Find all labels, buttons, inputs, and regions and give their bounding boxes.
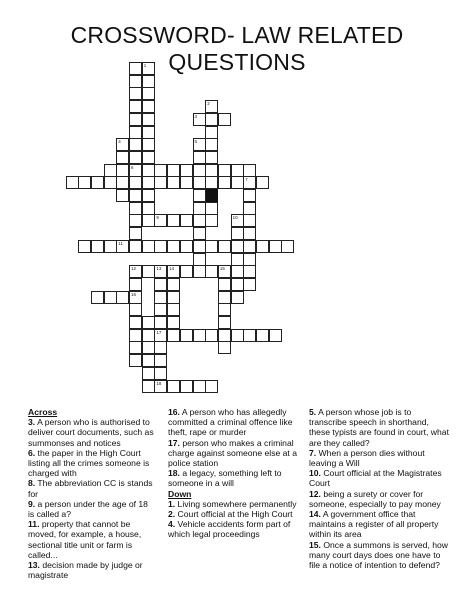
grid-cell[interactable] [129,189,142,202]
clue-item-text: Court official at the High Court [175,509,293,520]
grid-cell[interactable] [180,329,193,342]
clue-item-number: 1. [168,498,176,509]
grid-cell[interactable] [167,303,180,316]
grid-cell[interactable] [129,214,142,227]
grid-cell[interactable] [167,316,180,329]
clues-column-2 [168,407,303,540]
clue-number: 6 [131,164,134,170]
grid-cell[interactable] [180,164,193,177]
grid-cell[interactable] [193,240,206,253]
clue-number: 15 [219,266,225,272]
grid-cell[interactable] [66,176,79,189]
clue-number: 9 [156,215,159,221]
clue-item [168,509,303,519]
clue-item-text: The abbreviation CC is stands for [28,478,153,499]
grid-cell[interactable] [142,329,155,342]
grid-cell[interactable] [218,303,231,316]
clue-item-text: A person who is authorised to deliver court documents, such as summonses and notices [28,417,154,448]
clue-item [28,478,156,498]
grid-cell[interactable] [142,62,155,75]
grid-cell[interactable] [205,329,218,342]
grid-cell[interactable] [142,240,155,253]
clue-number: 17 [156,329,162,335]
grid-cell[interactable] [243,189,256,202]
clue-item-text: a legacy, something left to someone in a will [168,468,282,489]
grid-cell[interactable] [142,75,155,88]
clue-item-number: 16. [168,407,180,417]
grid-cell[interactable] [231,176,244,189]
grid-cell[interactable] [104,240,117,253]
clue-item-number: 5. [309,407,317,417]
grid-cell[interactable] [154,341,167,354]
grid-cell[interactable] [116,176,129,189]
grid-cell[interactable] [180,265,193,278]
clue-item-text: property that cannot be moved, for example, a house, sectional title unit or farm is called... [28,519,142,560]
grid-cell[interactable] [104,164,117,177]
grid-cell[interactable] [167,291,180,304]
clue-item [168,468,303,488]
clue-number: 10 [232,215,238,221]
grid-cell[interactable] [281,240,294,253]
grid-cell[interactable] [129,164,142,177]
grid-cell[interactable] [231,278,244,291]
grid-cell[interactable] [256,329,269,342]
grid-cell[interactable] [269,329,282,342]
grid-cell[interactable] [129,227,142,240]
grid-cell[interactable] [142,126,155,139]
clue-item-text: a person under the age of 18 is called a? [28,498,148,520]
grid-cell[interactable] [129,316,142,329]
grid-cell[interactable] [243,278,256,291]
grid-cell[interactable] [91,291,104,304]
grid-cell[interactable] [193,164,206,177]
grid-cell[interactable] [218,291,231,304]
grid-cell[interactable] [154,354,167,367]
clue-item [28,499,156,519]
clue-item-number: 8. [28,478,36,489]
clue-item-number: 9. [28,498,36,509]
grid-cell[interactable] [129,303,142,316]
clue-item-number: 2. [168,509,176,520]
grid-cell[interactable] [243,227,256,240]
clue-item [28,417,156,448]
grid-cell[interactable] [142,151,155,164]
clue-number: 11 [118,240,123,246]
clue-item-number: 6. [28,447,36,458]
grid-cell[interactable] [243,265,256,278]
grid-cell[interactable] [129,126,142,139]
grid-cell[interactable] [167,240,180,253]
clue-item [28,560,156,580]
grid-cell[interactable] [167,176,180,189]
grid-cell[interactable] [231,265,244,278]
grid-cell[interactable] [154,329,167,342]
grid-cell[interactable] [78,176,91,189]
grid-cell[interactable] [205,380,218,393]
clue-item [309,448,449,468]
grid-cell[interactable] [167,214,180,227]
grid-cell[interactable] [180,176,193,189]
grid-cell[interactable] [180,240,193,253]
grid-cell[interactable] [142,202,155,215]
grid-cell[interactable] [154,303,167,316]
grid-cell[interactable] [142,189,155,202]
grid-cell[interactable] [193,253,206,266]
grid-cell[interactable] [154,291,167,304]
grid-cell[interactable] [167,380,180,393]
grid-cell[interactable] [218,316,231,329]
clue-number: 12 [131,266,137,272]
grid-cell[interactable] [218,278,231,291]
grid-cell[interactable] [193,202,206,215]
grid-cell[interactable] [231,329,244,342]
clue-item [309,407,449,448]
grid-cell[interactable] [243,240,256,253]
grid-cell[interactable] [193,214,206,227]
grid-cell[interactable] [129,176,142,189]
grid-cell[interactable] [193,380,206,393]
clue-item-number: 18. [168,468,180,479]
grid-cell[interactable] [154,278,167,291]
clue-item-text: A person whose job is to transcribe speech in shorthand, these typists are found in court, what are they called? [309,407,449,448]
grid-cell[interactable] [167,265,180,278]
grid-cell[interactable] [180,380,193,393]
grid-cell[interactable] [193,265,206,278]
grid-cell[interactable] [154,164,167,177]
clues-column-1 [28,407,156,580]
clue-item-number: 11. [28,519,40,530]
grid-cell[interactable] [193,176,206,189]
grid-cell[interactable] [205,100,218,113]
clue-item-number: 10. [309,468,321,479]
grid-cell[interactable] [142,138,155,151]
clue-item-text: Court official at the Magistrates Court [309,468,442,489]
clue-item-number: 13. [28,560,40,571]
clue-item-text: the paper in the High Court listing all the crimes someone is charged with [28,447,150,479]
grid-cell[interactable] [193,138,206,151]
clue-item [168,499,303,509]
clue-item-text: Vehicle accidents form part of which legal proceedings [168,519,291,540]
grid-cell[interactable] [129,354,142,367]
grid-cell[interactable] [129,151,142,164]
grid-cell[interactable] [142,316,155,329]
grid-cell[interactable] [243,164,256,177]
across-heading: Across [28,407,58,417]
grid-cell[interactable] [193,227,206,240]
grid-cell[interactable] [129,329,142,342]
grid-cell[interactable] [180,214,193,227]
clue-number: 14 [169,266,175,272]
grid-cell[interactable] [142,214,155,227]
grid-cell[interactable] [154,214,167,227]
grid-cell[interactable] [218,329,231,342]
grid-cell[interactable] [218,265,231,278]
grid-cell[interactable] [142,341,155,354]
grid-cell[interactable] [129,278,142,291]
grid-cell[interactable] [91,176,104,189]
grid-cell[interactable] [104,291,117,304]
grid-cell[interactable] [205,176,218,189]
clue-item-number: 7. [309,447,317,458]
grid-cell[interactable] [167,329,180,342]
grid-cell[interactable] [129,113,142,126]
clue-item-number: 14. [309,509,321,520]
clue-item-number: 12. [309,488,321,499]
clue-item-text: person who makes a criminal charge against someone else at a police station [168,437,297,469]
grid-cell[interactable] [218,176,231,189]
grid-cell[interactable] [116,138,129,151]
black-cell [205,189,218,202]
grid-cell[interactable] [142,265,155,278]
clue-item-number: 17. [168,437,180,448]
clue-item-text: being a surety or cover for someone, especially to pay money [309,488,441,509]
grid-cell[interactable] [269,240,282,253]
clue-item [168,519,303,539]
grid-cell[interactable] [231,291,244,304]
clue-item-text: Living somewhere permanently [175,498,297,509]
grid-cell[interactable] [116,291,129,304]
grid-cell[interactable] [205,151,218,164]
clue-item [28,519,156,560]
clue-number: 5 [194,139,198,145]
clue-number: 16 [131,291,137,297]
clue-item-text: A government office that maintains a register of all property within its area [309,509,439,540]
grid-cell[interactable] [256,240,269,253]
grid-cell[interactable] [205,240,218,253]
grid-cell[interactable] [142,367,155,380]
grid-cell[interactable] [129,291,142,304]
grid-cell[interactable] [142,380,155,393]
grid-cell[interactable] [243,176,256,189]
clue-number: 4 [118,139,121,145]
grid-cell[interactable] [129,62,142,75]
grid-cell[interactable] [243,202,256,215]
grid-cell[interactable] [167,278,180,291]
grid-cell[interactable] [205,113,218,126]
grid-cell[interactable] [256,176,269,189]
grid-cell[interactable] [231,240,244,253]
grid-cell[interactable] [243,214,256,227]
grid-cell[interactable] [78,240,91,253]
grid-cell[interactable] [231,227,244,240]
clue-item-text: decision made by judge or magistrate [28,560,143,581]
clue-item-number: 4. [168,519,176,530]
grid-cell[interactable] [116,189,129,202]
grid-cell[interactable] [104,176,117,189]
grid-cell[interactable] [167,164,180,177]
grid-cell[interactable] [193,113,206,126]
grid-cell[interactable] [116,164,129,177]
clue-number: 18 [156,380,162,386]
grid-cell[interactable] [142,100,155,113]
grid-cell[interactable] [231,253,244,266]
grid-cell[interactable] [116,240,129,253]
clue-number: 3 [194,113,198,119]
clue-item [168,438,303,469]
grid-cell[interactable] [129,341,142,354]
grid-cell[interactable] [154,316,167,329]
clue-item-text: Once a summons is served, how many court days does one have to file a notice of intention to defend? [309,539,449,571]
grid-cell[interactable] [205,126,218,139]
clue-item [309,468,449,488]
grid-cell[interactable] [142,176,155,189]
grid-cell[interactable] [243,329,256,342]
grid-cell[interactable] [154,240,167,253]
grid-cell[interactable] [231,214,244,227]
grid-cell[interactable] [142,113,155,126]
clue-number: 2 [207,101,210,107]
down-heading: Down [168,488,192,499]
grid-cell[interactable] [218,341,231,354]
clue-item-text: When a person dies without leaving a Will [309,447,425,469]
clue-item [309,509,449,540]
grid-cell[interactable] [205,138,218,151]
grid-cell[interactable] [129,265,142,278]
grid-cell[interactable] [218,164,231,177]
grid-cell[interactable] [193,151,206,164]
grid-cell[interactable] [154,380,167,393]
clue-number: 1 [143,63,147,68]
clue-item-number: 3. [28,417,36,428]
grid-cell[interactable] [129,75,142,88]
grid-cell[interactable] [193,329,206,342]
grid-cell[interactable] [231,164,244,177]
grid-cell[interactable] [116,151,129,164]
grid-cell[interactable] [91,240,104,253]
grid-cell[interactable] [154,265,167,278]
grid-cell[interactable] [154,176,167,189]
grid-cell[interactable] [129,87,142,100]
grid-cell[interactable] [205,164,218,177]
grid-cell[interactable] [154,367,167,380]
grid-cell[interactable] [218,240,231,253]
clue-number: 7 [245,177,248,183]
grid-cell[interactable] [129,202,142,215]
clue-item-text: A person who has allegedly committed a criminal offence like theft, rape or murder [168,407,293,438]
clue-number: 13 [156,266,162,272]
grid-cell[interactable] [205,214,218,227]
grid-cell[interactable] [142,87,155,100]
grid-cell[interactable] [205,202,218,215]
grid-cell[interactable] [129,138,142,151]
page-title: CROSSWORD- LAW RELATED QUESTIONS [70,22,404,75]
grid-cell[interactable] [218,113,231,126]
clue-item [28,448,156,479]
clue-item [309,540,449,571]
clue-item-number: 15. [309,539,321,550]
clue-item [168,407,303,438]
grid-cell[interactable] [205,265,218,278]
grid-cell[interactable] [243,253,256,266]
clues-column-3 [309,407,449,570]
grid-cell[interactable] [129,100,142,113]
grid-cell[interactable] [142,354,155,367]
grid-cell[interactable] [142,164,155,177]
grid-cell[interactable] [129,240,142,253]
grid-cell[interactable] [193,189,206,202]
clue-item [309,489,449,509]
